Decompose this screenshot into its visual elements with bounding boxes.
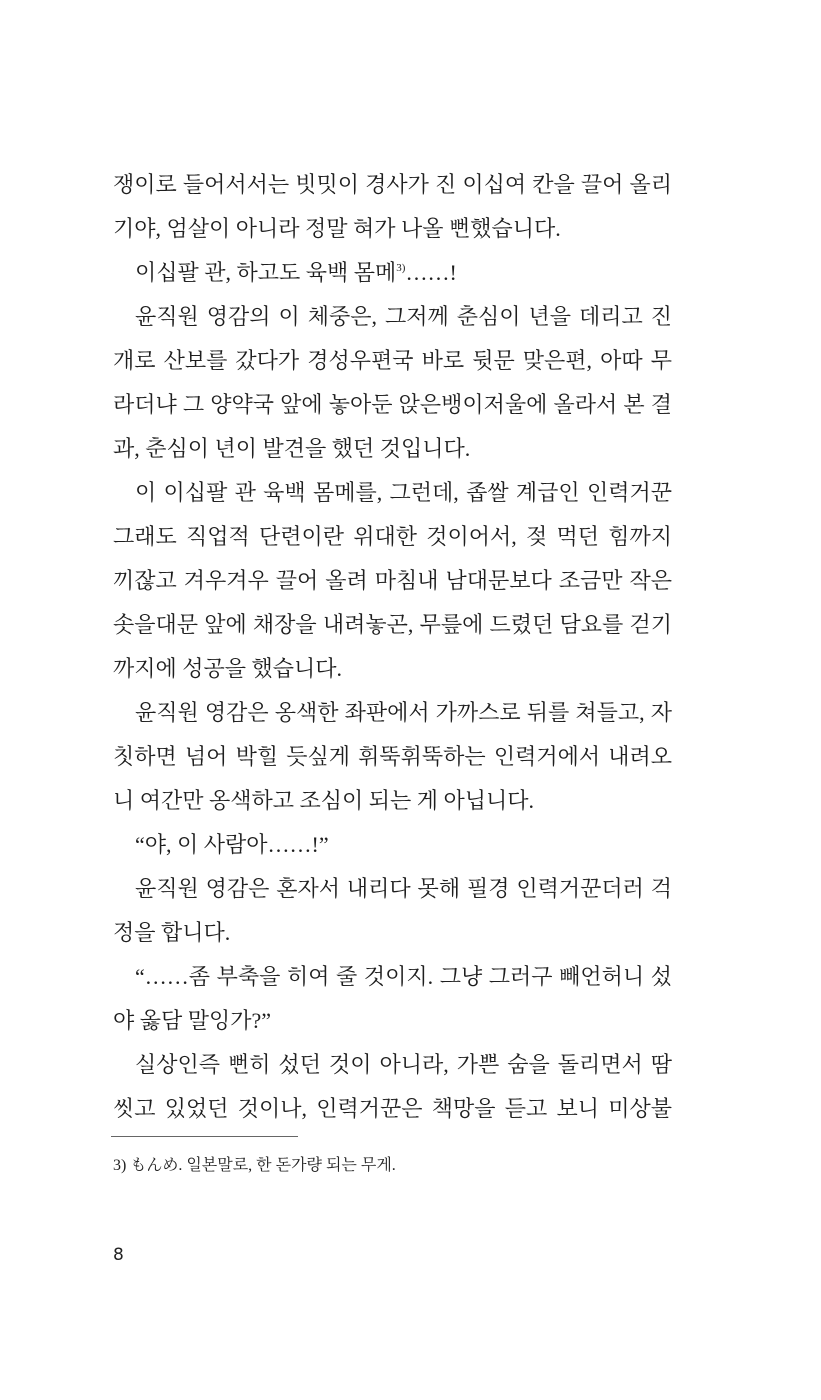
text-line: 니 여간만 옹색하고 조심이 되는 게 아닙니다.: [113, 788, 535, 813]
text-line: 라더냐 그 양약국 앞에 놓아둔 앉은뱅이저울에 올라서 본 결: [113, 392, 672, 417]
footnote-divider: [111, 1136, 298, 1137]
text-line: 그래도 직업적 단련이란 위대한 것이어서, 젖 먹던 힘까지: [113, 524, 672, 549]
text-line: 칫하면 넘어 박힐 듯싶게 휘뚝휘뚝하는 인력거에서 내려오: [113, 744, 672, 769]
text-line: [135, 258, 672, 288]
text-line: 윤직원 영감의 이 체중은, 그저께 춘심이 년을 데리고 진: [135, 304, 672, 329]
footnote: 3) もんめ. 일본말로, 한 돈가량 되는 무게.: [113, 1157, 396, 1174]
text-span: ……!: [405, 260, 457, 285]
text-line: 이 이십팔 관 육백 몸메를, 그런데, 좁쌀 계급인 인력거꾼: [135, 480, 672, 505]
text-line: 윤직원 영감은 옹색한 좌판에서 가까스로 뒤를 쳐들고, 자: [135, 700, 672, 725]
text-line: 쟁이로 들어서서는 빗밋이 경사가 진 이십여 칸을 끌어 올리: [113, 172, 672, 197]
text-line: 윤직원 영감은 혼자서 내리다 못해 필경 인력거꾼더러 걱: [135, 876, 672, 901]
page-number: 8: [113, 1245, 124, 1265]
text-line: 야 옳담 말잉가?”: [113, 1008, 272, 1033]
text-line: 까지에 성공을 했습니다.: [113, 656, 343, 681]
text-line: 씻고 있었던 것이나, 인력거꾼은 책망을 듣고 보니 미상불: [113, 1096, 672, 1121]
text-span: 이십팔 관, 하고도 육백 몸메: [135, 260, 397, 285]
text-line: 솟을대문 앞에 채장을 내려놓곤, 무릎에 드렸던 담요를 걷기: [113, 612, 672, 637]
footnote-reference: 3): [396, 262, 406, 274]
text-line: 개로 산보를 갔다가 경성우편국 바로 뒷문 맞은편, 아따 무: [113, 348, 672, 373]
text-line: 과, 춘심이 년이 발견을 했던 것입니다.: [113, 436, 471, 461]
text-line: 끼잖고 겨우겨우 끌어 올려 마침내 남대문보다 조금만 작은: [113, 568, 672, 593]
text-line: 기야, 엄살이 아니라 정말 혀가 나올 뻔했습니다.: [113, 216, 561, 241]
text-line: “야, 이 사람아……!”: [135, 832, 329, 857]
text-line: “……좀 부축을 히여 줄 것이지. 그냥 그러구 빼언허니 섰: [135, 964, 672, 989]
text-line: 정을 합니다.: [113, 920, 231, 945]
text-line: 실상인즉 뻔히 섰던 것이 아니라, 가쁜 숨을 돌리면서 땀: [135, 1052, 672, 1077]
